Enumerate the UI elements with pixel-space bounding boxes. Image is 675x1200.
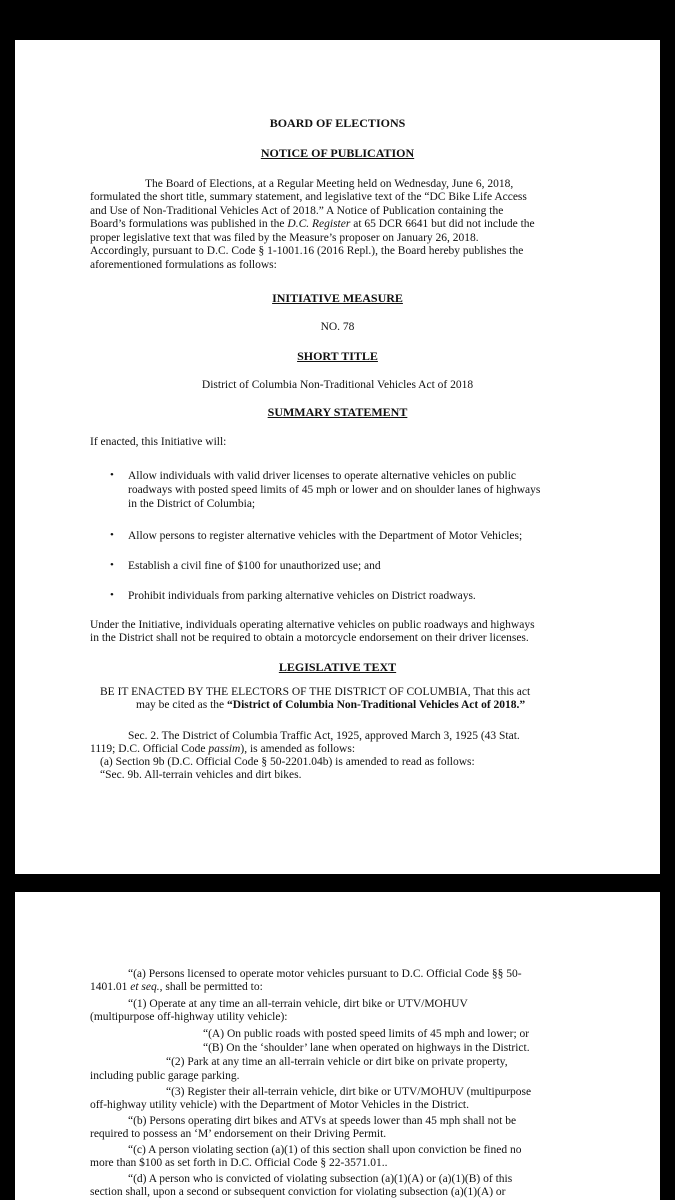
short-title-heading: SHORT TITLE	[297, 349, 378, 363]
text-line: “(1) Operate at any time an all-terrain vehicle, dirt bike or UTV/MOHUV	[128, 998, 468, 1010]
text-line: “(A) On public roads with posted speed limits of 45 mph and lower; or	[203, 1028, 530, 1040]
text-line: required to possess an ‘M’ endorsement on their Driving Permit.	[90, 1128, 387, 1140]
section-9b-title: “Sec. 9b. All-terrain vehicles and dirt bikes.	[100, 769, 302, 781]
enacting-clause: BE IT ENACTED BY THE ELECTORS OF THE DISTRICT OF COLUMBIA, That this act	[100, 686, 531, 698]
legislative-heading: LEGISLATIVE TEXT	[278, 660, 397, 674]
text-line: 1401.01 et seq., shall be permitted to:	[90, 981, 263, 993]
enacting-clause-cont: may be cited as the “District of Columbia Non-Traditional Vehicles Act of 2018.”	[136, 699, 526, 711]
text-line: “(d) A person who is convicted of violating subsection (a)(1)(A) or (a)(1)(B) of this	[128, 1173, 513, 1185]
list-item: Prohibit individuals from parking alternative vehicles on District roadways.	[128, 590, 476, 602]
text-line: “(b) Persons operating dirt bikes and ATVs at speeds lower than 45 mph shall not be	[128, 1115, 517, 1127]
section-2-a: (a) Section 9b (D.C. Official Code § 50-2201.04b) is amended to read as follows:	[100, 756, 475, 768]
text-line: more than $100 as set forth in D.C. Official Code § 22-3571.01..	[90, 1157, 388, 1169]
document-page-2	[15, 892, 660, 1200]
notice-title: NOTICE OF PUBLICATION	[260, 146, 415, 160]
text-line: “(a) Persons licensed to operate motor vehicles pursuant to D.C. Official Code §§ 50-	[128, 968, 522, 980]
measure-number: NO. 78	[320, 321, 355, 333]
summary-close-line: in the District shall not be required to obtain a motorcycle endorsement on their driver licenses.	[90, 632, 529, 644]
document-page-1: BOARD OF ELECTIONS NOTICE OF PUBLICATION The Board of Elections, at a Regular Meeting held on Wednesday, June 6, 2018, formulated the short title, summary statement, and legislative text of the “DC Bike Life Access and Use of Non-Traditional Vehicles Act of 2018.” A Notice of Publication containing the Board’s formulations was published in the D.C. Register at 65 DCR 6641 but did not include the proper legislative text that was filed by the Measure’s proposer on January 26, 2018. Accordingly, pursuant to D.C. Code § 1-1001.16 (2016 Repl.), the Board hereby publishes the aforementioned formulations as follows: INITIATIVE MEASURE NO. 78 SHORT TITLE District of Columbia Non-Traditional Vehicles Act of 2018 SUMMARY STATEMENT If enacted, this Initiative will: • Allow individuals with valid driver licenses to operate alternative vehicles on public roadways with posted speed limits of 45 mph or lower and on shoulder lanes of highways in the District of Columbia; • Allow persons to register alternative vehicles with the Department of Motor Vehicles; • Establish a civil fine of $100 for unauthorized use; and • Prohibit individuals from parking alternative vehicles on District roadways. Under the Initiative, individuals operating alternative vehicles on public roadways and highways in the District shall not be required to obtain a motorcycle endorsement on their driver licenses. LEGISLATIVE TEXT BE IT ENACTED BY THE ELECTORS OF THE DISTRICT OF COLUMBIA, That this act may be cited as the “District of Columbia Non-Traditional Vehicles Act of 2018.” Sec. 2. The District of Columbia Traffic Act, 1925, approved March 3, 1925 (43 Stat. 1119; D.C. Official Code passim), is amended as follows: (a) Section 9b (D.C. Official Code § 50-2201.04b) is amended to read as follows: “Sec. 9b. All-terrain vehicles and dirt bikes.	[15, 40, 660, 874]
text-line: “(2) Park at any time an all-terrain vehicle or dirt bike on private property,	[166, 1056, 508, 1068]
bullet-icon: •	[110, 469, 114, 481]
initiative-title: INITIATIVE MEASURE	[272, 291, 403, 305]
text-line: section shall, upon a second or subsequent conviction for violating subsection (a)(1)(A) or	[90, 1186, 506, 1198]
section-2-cont: 1119; D.C. Official Code passim), is amended as follows:	[90, 743, 356, 755]
short-title: District of Columbia Non-Traditional Vehicles Act of 2018	[201, 379, 474, 391]
summary-intro: If enacted, this Initiative will:	[90, 436, 227, 448]
text-line: “(3) Register their all-terrain vehicle, dirt bike or UTV/MOHUV (multipurpose	[166, 1086, 532, 1098]
list-item: Allow persons to register alternative vehicles with the Department of Motor Vehicles;	[128, 530, 523, 542]
text-line: off-highway utility vehicle) with the Department of Motor Vehicles in the District.	[90, 1099, 469, 1111]
board-heading: BOARD OF ELECTIONS	[269, 116, 406, 130]
section-2: Sec. 2. The District of Columbia Traffic Act, 1925, approved March 3, 1925 (43 Stat.	[128, 730, 520, 742]
bullet-icon: •	[110, 529, 114, 541]
text-line: (multipurpose off-highway utility vehicle):	[90, 1011, 288, 1023]
summary-heading: SUMMARY STATEMENT	[267, 405, 408, 419]
text-line: including public garage parking.	[90, 1070, 240, 1082]
bullet-icon: •	[110, 559, 114, 571]
list-item: Allow individuals with valid driver licenses to operate alternative vehicles on public	[128, 470, 517, 482]
text-line: “(B) On the ‘shoulder’ lane when operated on highways in the District.	[203, 1042, 530, 1054]
bullet-icon: •	[110, 589, 114, 601]
summary-close-line: Under the Initiative, individuals operating alternative vehicles on public roadways and highways	[90, 619, 535, 631]
text-line: “(c) A person violating section (a)(1) of this section shall upon conviction be fined no	[128, 1144, 522, 1156]
list-item: Establish a civil fine of $100 for unauthorized use; and	[128, 560, 381, 572]
